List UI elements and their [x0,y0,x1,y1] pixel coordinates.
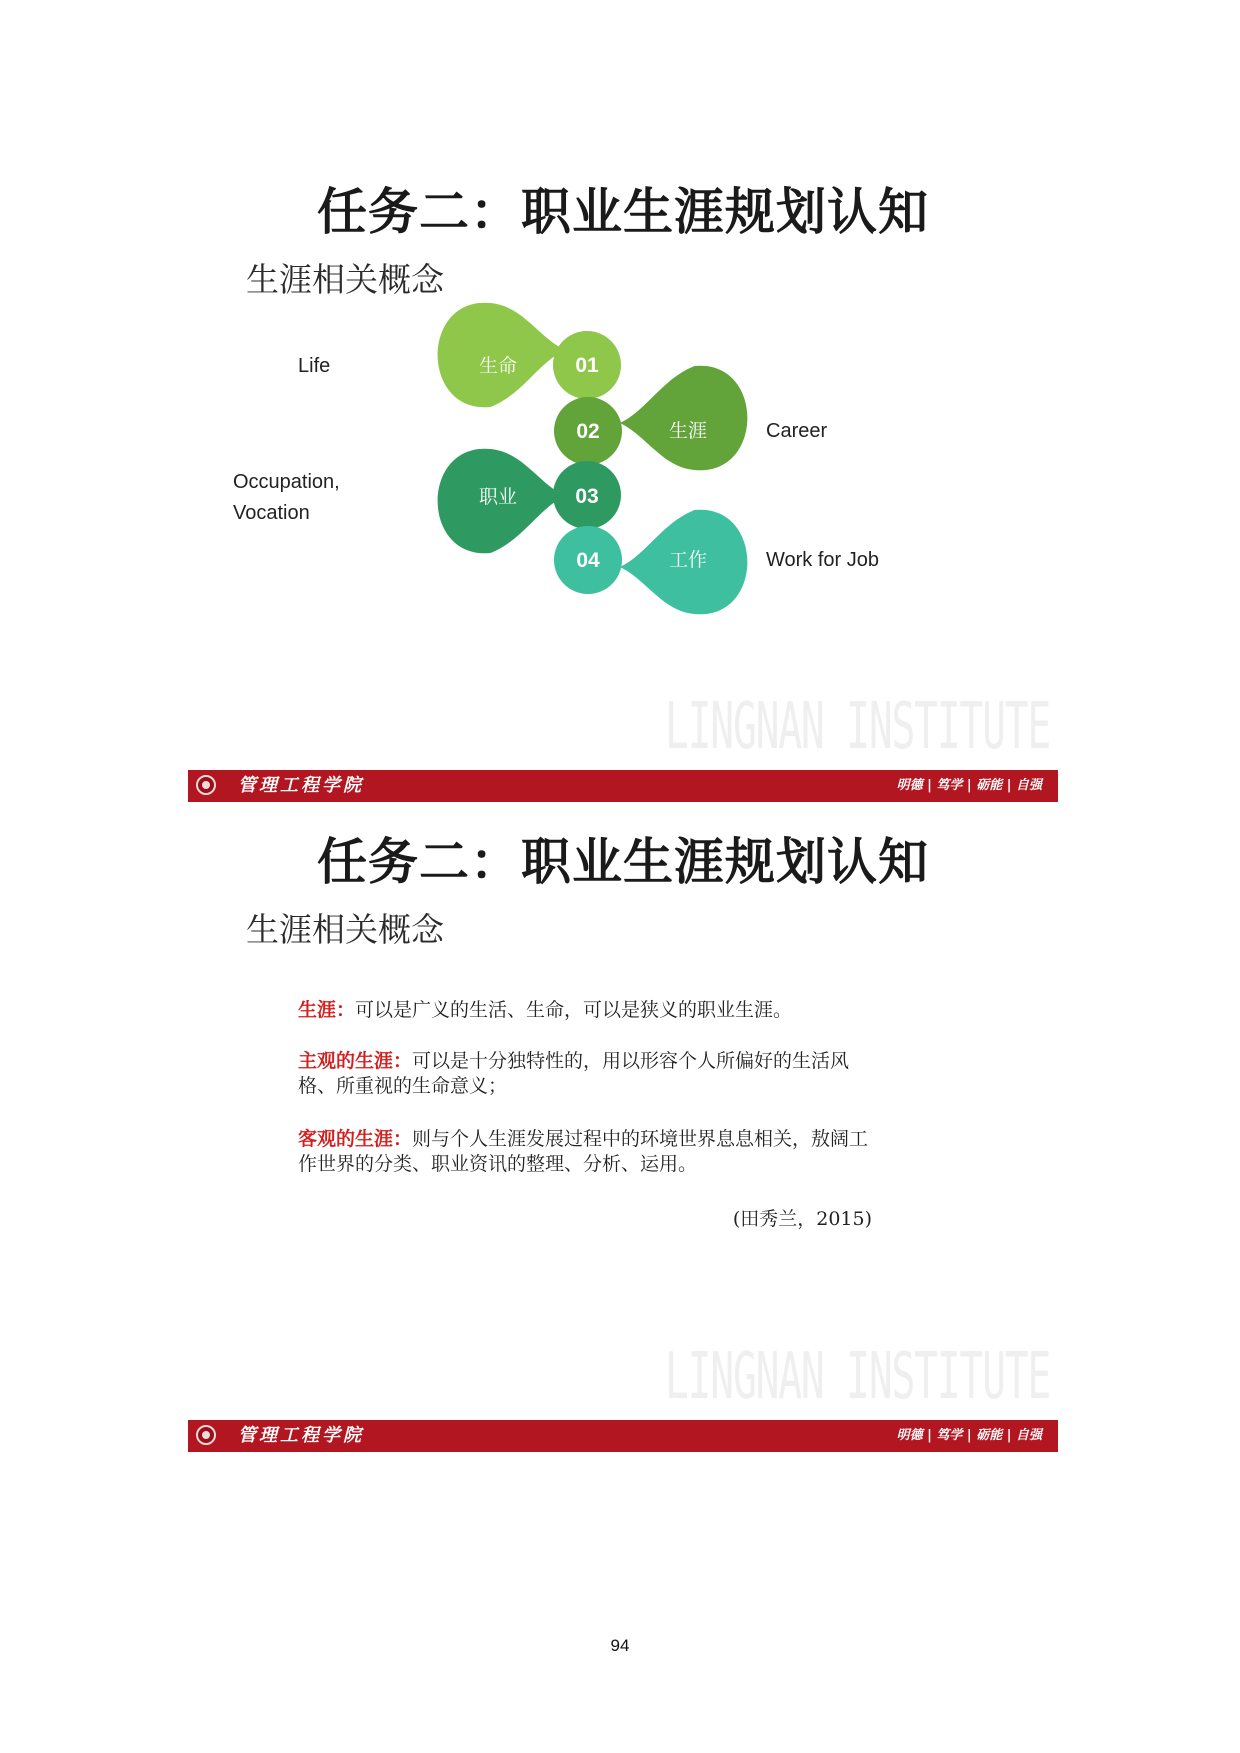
term-career: 生涯 [298,999,337,1021]
label-career: Career [766,420,828,442]
term-separator: ： [393,1050,413,1072]
footer-school-name: 管理工程学院 [238,775,364,796]
diagram-item-work [554,510,879,615]
term-separator: ： [393,1128,413,1150]
slide-title: 任务二：职业生涯规划认知 [317,182,929,241]
career-concept-diagram [188,182,1058,772]
citation: (田秀兰，2015) [732,1208,872,1230]
paragraph-subjective-career [298,1049,878,1099]
bubble-career [620,366,747,471]
slide-2 [188,832,1058,1452]
label-occupation-line-2: Vocation [233,502,310,524]
number-04: 04 [576,549,600,572]
label-life: Life [298,355,331,377]
slide-title: 任务二：职业生涯规划认知 [317,832,929,891]
watermark: LINGNAN INSTITUTE [664,690,1050,764]
number-02: 02 [576,420,600,443]
footer-school-name: 管理工程学院 [238,1425,364,1446]
paragraph-text: 可以是十分独特性的，用以形容个人所偏好的生活风格、所重视的生命意义； [298,1050,850,1097]
footer-motto: 明德 | 笃学 | 砺能 | 自强 [896,778,1042,793]
paragraph-text: 可以是广义的生活、生命，可以是狭义的职业生涯。 [355,999,793,1021]
term-subjective-career: 主观的生涯 [298,1050,394,1072]
paragraph-career [298,998,878,1023]
paragraph-text: 则与个人生涯发展过程中的环境世界息息相关，敖阔工作世界的分类、职业资讯的整理、分析、运用。 [298,1128,869,1175]
diagram-item-life [298,303,621,408]
watermark: LINGNAN INSTITUTE [664,1340,1050,1414]
slide-1 [188,182,1058,802]
footer-motto: 明德 | 笃学 | 砺能 | 自强 [896,1428,1042,1443]
label-occupation-line-1: Occupation, [233,471,340,493]
number-01: 01 [575,354,599,377]
school-seal-icon [196,1425,216,1445]
slide-subtitle: 生涯相关概念 [246,260,444,299]
paragraph-objective-career [298,1127,878,1177]
bubble-text-work: 工作 [668,549,708,571]
slide-subtitle: 生涯相关概念 [246,910,444,949]
term-separator: ： [336,999,356,1021]
label-work: Work for Job [766,549,879,571]
bubble-text-occupation: 职业 [478,486,518,508]
bubble-text-life: 生命 [478,355,518,377]
school-seal-icon [196,775,216,795]
footer-bar [188,1420,1058,1452]
term-objective-career: 客观的生涯 [298,1128,394,1150]
number-03: 03 [575,485,599,508]
page-number: 94 [610,1636,630,1655]
footer-bar [188,770,1058,802]
bubble-text-career: 生涯 [668,420,708,442]
